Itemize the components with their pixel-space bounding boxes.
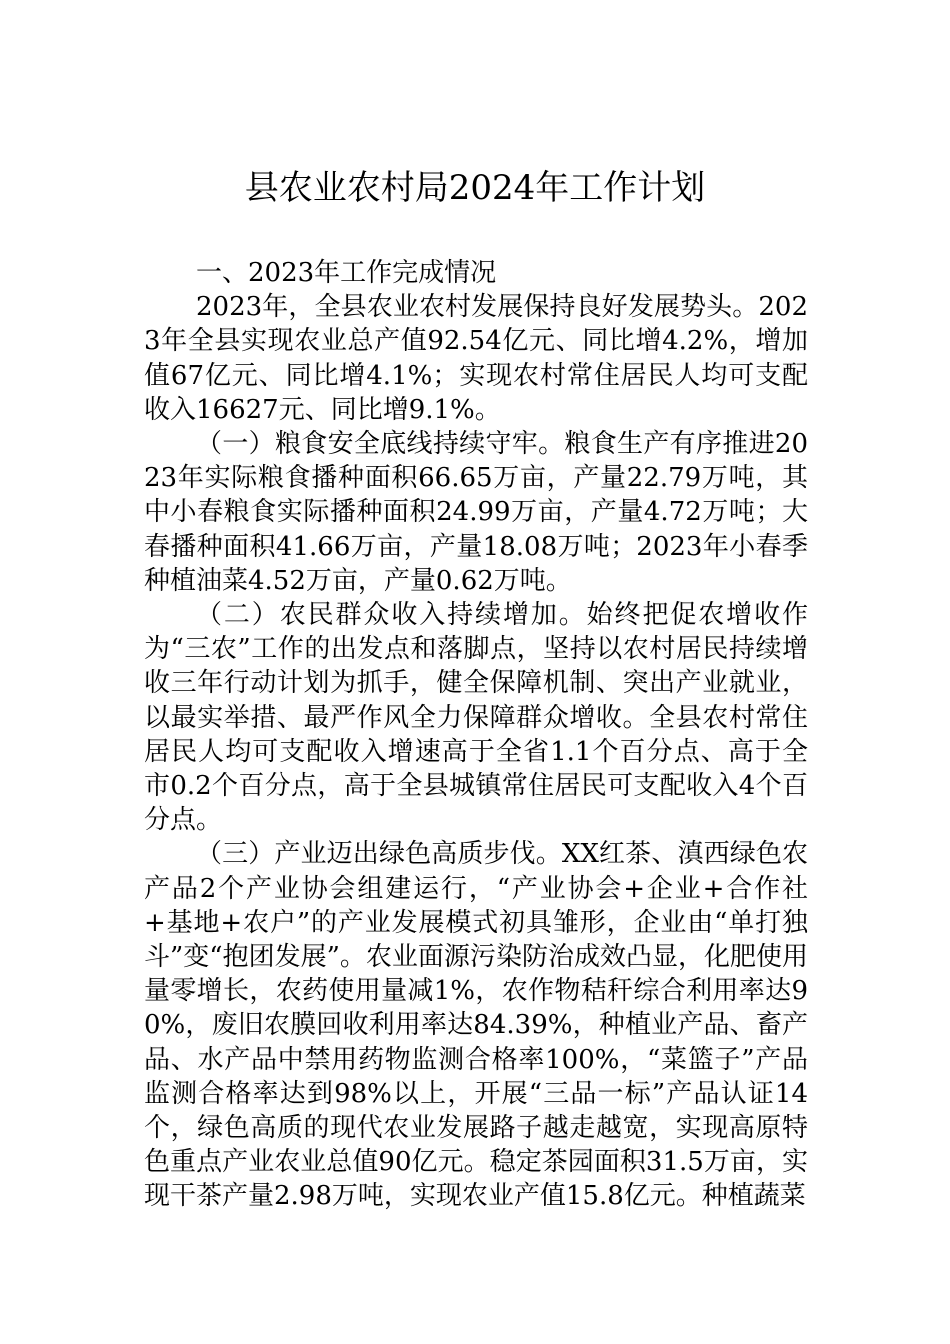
document-body	[144, 256, 808, 1214]
document-title: 县农业农村局2024年工作计划	[244, 168, 706, 208]
paragraph-green-industry: （三）产业迈出绿色高质步伐。XX红茶、滇西绿色农产品2个产业协会组建运行，“产业协会+企业+合作社+基地+农户”的产业发展模式初具雏形，企业由“单打独斗”变“抱团发展”。农业面源污染防治成效凸显，化肥使用量零增长，农药使用量减1%，农作物秸秆综合利用率达90%，废旧农膜回收利用率达84.39%，种植业产品、畜产品、水产品中禁用药物监测合格率100%，“菜篮子”产品监测合格率达到98%以上，开展“三品一标”产品认证14个，绿色高质的现代农业发展路子越走越宽，实现高原特色重点产业农业总值90亿元。稳定茶园面积31.5万亩，实现干茶产量2.98万吨，实现农业产值15.8亿元。种植蔬菜	[144, 839, 808, 1212]
paragraph-farmer-income: （二）农民群众收入持续增加。始终把促农增收作为“三农”工作的出发点和落脚点，坚持以农村居民持续增收三年行动计划为抓手，健全保障机制、突出产业就业，以最实举措、最严作风全力保障群众增收。全县农村常住居民人均可支配收入增速高于全省1.1个百分点、高于全市0.2个百分点，高于全县城镇常住居民可支配收入4个百分点。	[144, 600, 808, 836]
paragraph-overview: 2023年，全县农业农村发展保持良好发展势头。2023年全县实现农业总产值92.54亿元、同比增4.2%，增加值67亿元、同比增4.1%；实现农村常住居民人均可支配收入16627元、同比增9.1%。	[144, 292, 808, 425]
section-heading: 一、2023年工作完成情况	[196, 258, 497, 288]
paragraph-grain-security: （一）粮食安全底线持续守牢。粮食生产有序推进2023年实际粮食播种面积66.65万亩，产量22.79万吨，其中小春粮食实际播种面积24.99万亩，产量4.72万吨；大春播种面积41.66万亩，产量18.08万吨；2023年小春季种植油菜4.52万亩，产量0.62万吨。	[144, 429, 808, 596]
